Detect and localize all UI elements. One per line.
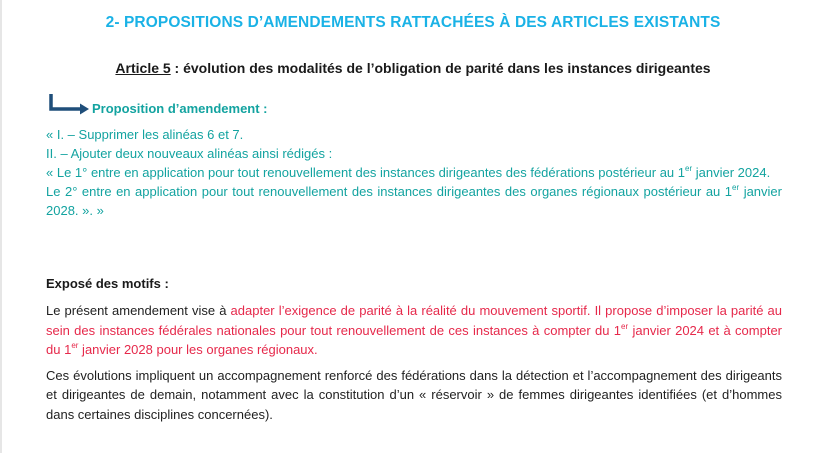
expose-paragraph-1: [46, 301, 782, 360]
expose-highlight-text: janvier 2028 pour les organes régionaux.: [78, 342, 318, 357]
article-title: : évolution des modalités de l’obligation de parité dans les instances dirigeantes: [170, 60, 711, 76]
proposition-label: Proposition d’amendement :: [92, 101, 268, 116]
expose-text: [46, 301, 782, 424]
superscript-er: er: [71, 341, 79, 350]
proposition-paragraph-2-text: Le 2° entre en application pour tout renouvellement des instances dirigeantes des organes régionaux postérieur au 1: [46, 184, 733, 199]
superscript-er: er: [685, 164, 693, 173]
article-label: Article 5: [115, 60, 171, 76]
article-heading: [0, 60, 826, 76]
proposition-paragraph-2: [46, 182, 782, 220]
proposition-paragraph-1-text: « Le 1° entre en application pour tout renouvellement des instances dirigeantes des fédérations postérieur au 1: [46, 165, 685, 180]
proposition-paragraph-1-end: janvier 2024.: [692, 165, 771, 180]
proposition-paragraph-1: [46, 163, 782, 182]
proposition-line-2: II. – Ajouter deux nouveaux alinéas ainsi rédigés :: [46, 146, 333, 161]
proposition-paragraph-2-end: janvier 2028. ». »: [46, 184, 782, 218]
proposition-text: [46, 125, 782, 220]
expose-paragraph-1-start: Le présent amendement vise à: [46, 303, 231, 318]
expose-label: Exposé des motifs :: [46, 276, 169, 291]
expose-highlight-text: adapter l’exigence de parité à la réalité du mouvement sportif. Il propose d’imposer la parité au sein des instances fédérales nationales pour tout renouvellement de ces instances à compter du 1: [46, 303, 782, 338]
proposition-line-1: « I. – Supprimer les alinéas 6 et 7.: [46, 127, 244, 142]
expose-highlight-text: janvier 2024 et à compter du 1: [46, 322, 782, 357]
expose-paragraph-2: Ces évolutions impliquent un accompagnement renforcé des fédérations dans la détection et l’accompagnement des dirigeants et dirigeantes de demain, notamment avec la constitution d’un « réservoir » de femmes dirigeantes identifiées (et d’hommes dans certaines disciplines concernées).: [46, 367, 782, 422]
section-title: 2- PROPOSITIONS D’AMENDEMENTS RATTACHÉES À DES ARTICLES EXISTANTS: [105, 14, 721, 31]
arrow-right-icon: [48, 94, 90, 116]
superscript-er: er: [732, 183, 740, 192]
superscript-er: er: [621, 321, 629, 331]
